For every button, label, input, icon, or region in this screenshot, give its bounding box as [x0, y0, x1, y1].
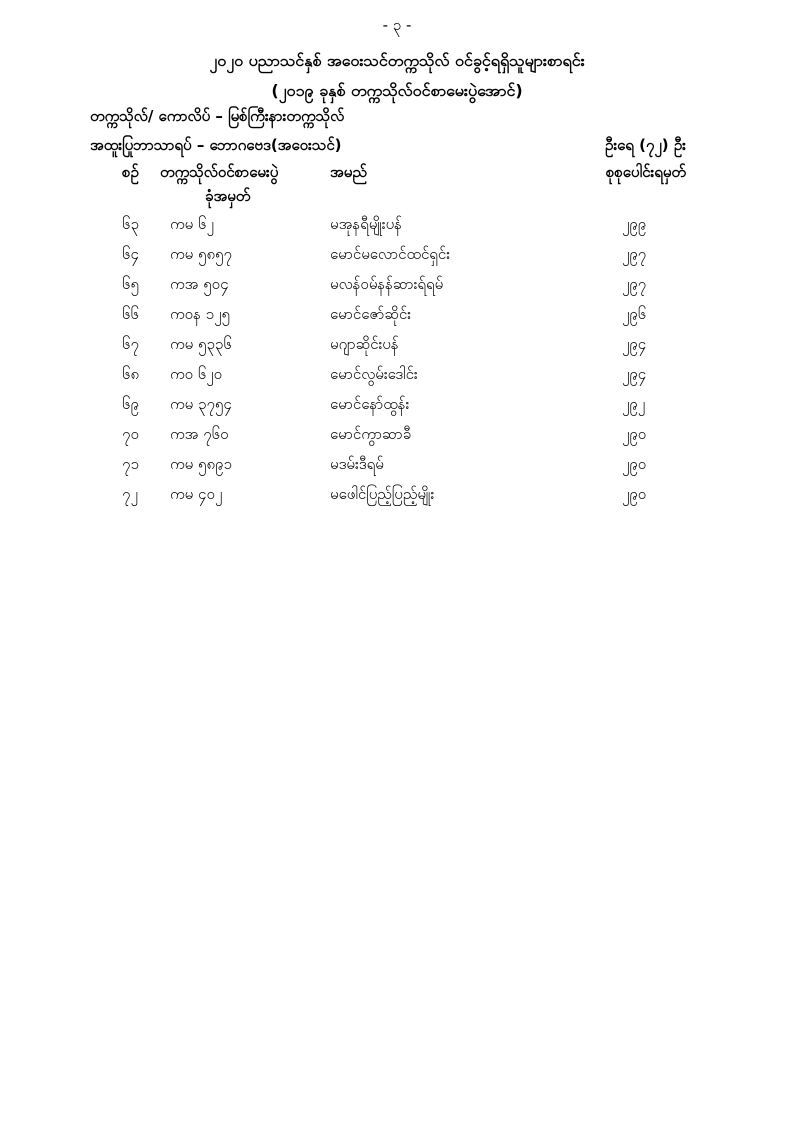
table-row [0, 245, 794, 275]
total-marks: ၂၉၀ [622, 425, 647, 443]
table-row [0, 455, 794, 485]
roll-number: ကမ ၆၂ [170, 215, 214, 233]
document-title: ၂၀၂၀ ပညာသင်နှစ် အဝေးသင်တက္ကသိုလ် ဝင်ခွင့်ရရှိသူများစာရင်း [209, 51, 585, 70]
header-total: စုစုပေါင်းရမှတ် [605, 163, 686, 181]
roll-number: ကမ ၅၈၅၇ [170, 245, 232, 263]
table-row [0, 215, 794, 245]
table-row [0, 365, 794, 395]
roll-number: ကမ ၅၃၃၆ [170, 335, 232, 353]
total-marks: ၂၉၉ [622, 215, 647, 233]
row-number: ၆၆ [122, 305, 139, 323]
roll-number: ကမ ၄၀၂ [170, 485, 223, 503]
student-name: မလန်ဝမ်နန်ဆားရ်ရမ် [330, 275, 444, 293]
header-no: စဉ် [122, 163, 139, 181]
student-name: မအုနရီမျိုးပန် [330, 215, 402, 233]
student-name: မောင်ကွာဆာခီ [330, 425, 412, 443]
roll-number: ကမ ၃၇၅၄ [170, 395, 232, 413]
table-row [0, 395, 794, 425]
total-marks: ၂၉၄ [622, 365, 647, 383]
table-row [0, 425, 794, 455]
total-marks: ၂၉၇ [622, 245, 647, 263]
major-line: အထူးပြုဘာသာရပ် – ဘောဂဗေဒ(အဝေးသင်) [90, 136, 342, 154]
student-name: မောင်မလောင်ထင်ရှင်း [330, 245, 451, 263]
roll-number: ကဝန ၁၂၅ [170, 305, 230, 323]
document-subtitle: (၂၀၁၉ ခုနှစ် တက္ကသိုလ်ဝင်စာမေးပွဲအောင်) [271, 81, 523, 100]
row-number: ၇၁ [122, 455, 139, 473]
total-marks: ၂၉၇ [622, 275, 647, 293]
row-number: ၆၃ [122, 215, 139, 233]
row-number: ၇၂ [122, 485, 138, 503]
student-name: မောင်နော်ထွန်း [330, 395, 410, 413]
total-marks: ၂၉၀ [622, 455, 647, 473]
table-row [0, 335, 794, 365]
table-row [0, 275, 794, 305]
student-name: မောင်လွမ်းဒေါင်း [330, 365, 418, 383]
row-number: ၆၇ [122, 335, 139, 353]
header-roll-line2: ခုံအမှတ် [205, 187, 251, 205]
student-name: မဖေါင်ပြည့်ပြည့်မျိုး [330, 485, 435, 503]
page-number: - ၃ - [382, 16, 412, 34]
header-name: အမည် [330, 163, 367, 181]
total-marks: ၂၉၂ [622, 395, 646, 413]
row-number: ၆၉ [122, 395, 139, 413]
roll-number: ကအ ၅၀၄ [170, 275, 229, 293]
table-row [0, 485, 794, 515]
student-name: မဂျာဆိုင်းပန် [330, 335, 399, 353]
row-number: ၇၀ [122, 425, 139, 443]
row-number: ၆၄ [122, 245, 139, 263]
student-count: ဦးရေ (၇၂) ဦး [605, 136, 686, 154]
university-line: တက္ကသိုလ်/ ကောလိပ် – မြစ်ကြီးနားတက္ကသိုလ် [90, 107, 345, 125]
table-row [0, 305, 794, 335]
row-number: ၆၅ [122, 275, 139, 293]
row-number: ၆၈ [122, 365, 140, 383]
roll-number: ကဝ ၆၂၀ [170, 365, 223, 383]
total-marks: ၂၉၆ [622, 305, 647, 323]
header-roll: တက္ကသိုလ်ဝင်စာမေးပွဲ [160, 163, 279, 181]
student-name: မဒမ်းဒီရမ် [330, 455, 384, 473]
total-marks: ၂၉၀ [622, 485, 647, 503]
student-name: မောင်ဇော်ဆိုင်း [330, 305, 412, 323]
roll-number: ကမ ၅၈၉၁ [170, 455, 232, 473]
total-marks: ၂၉၄ [622, 335, 647, 353]
roll-number: ကအ ၇၆၀ [170, 425, 229, 443]
results-list [0, 215, 794, 515]
